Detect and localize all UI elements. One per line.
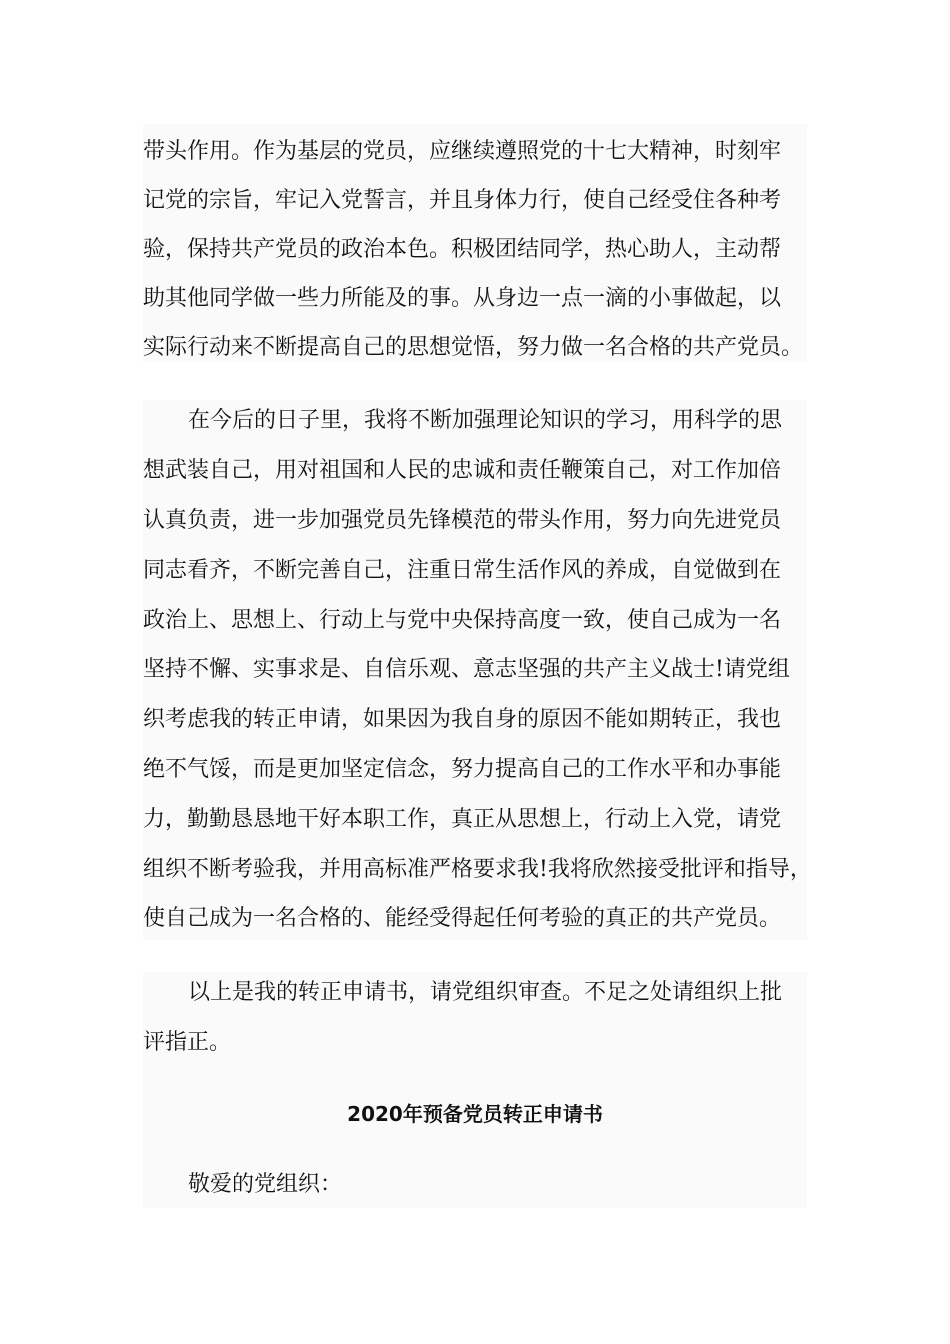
text-line: 实际行动来不断提高自己的思想觉悟，努力做一名合格的共产党员。 [143,335,804,360]
text-line: 政治上、思想上、行动上与党中央保持高度一致，使自己成为一名 [143,608,782,633]
text-line: 同志看齐，不断完善自己，注重日常生活作风的养成，自觉做到在 [143,558,782,583]
paragraph-1 [143,124,807,362]
text-line: 以上是我的转正申请书，请党组织审查。不足之处请组织上批 [188,980,783,1005]
text-line: 想武装自己，用对祖国和人民的忠诚和责任鞭策自己，对工作加倍 [143,458,782,483]
text-line: 织考虑我的转正申请，如果因为我自身的原因不能如期转正，我也 [143,707,782,732]
text-line: 组织不断考验我，并用高标准严格要求我!我将欣然接受批评和指导， [143,857,812,882]
text-line: 认真负责，进一步加强党员先锋模范的带头作用，努力向先进党员 [143,508,782,533]
text-line: 绝不气馁，而是更加坚定信念，努力提高自己的工作水平和办事能 [143,757,782,782]
section-title: 2020年预备党员转正申请书 [347,1102,603,1126]
text-line: 使自己成为一名合格的、能经受得起任何考验的真正的共产党员。 [143,906,782,931]
paragraph-3 [143,972,807,1208]
text-line: 坚持不懈、实事求是、自信乐观、意志坚强的共产主义战士!请党组 [143,657,790,682]
text-line: 在今后的日子里，我将不断加强理论知识的学习，用科学的思 [188,408,783,433]
text-line: 力，勤勤恳恳地干好本职工作，真正从思想上，行动上入党，请党 [143,807,782,832]
text-line: 带头作用。作为基层的党员，应继续遵照党的十七大精神，时刻牢 [143,139,782,164]
text-line: 记党的宗旨，牢记入党誓言，并且身体力行，使自己经受住各种考 [143,188,782,213]
text-line: 助其他同学做一些力所能及的事。从身边一点一滴的小事做起，以 [143,286,782,311]
paragraph-2 [143,400,812,940]
text-line: 验，保持共产党员的政治本色。积极团结同学，热心助人，主动帮 [143,237,782,262]
text-line: 评指正。 [143,1030,232,1055]
salutation: 敬爱的党组织： [188,1172,343,1197]
